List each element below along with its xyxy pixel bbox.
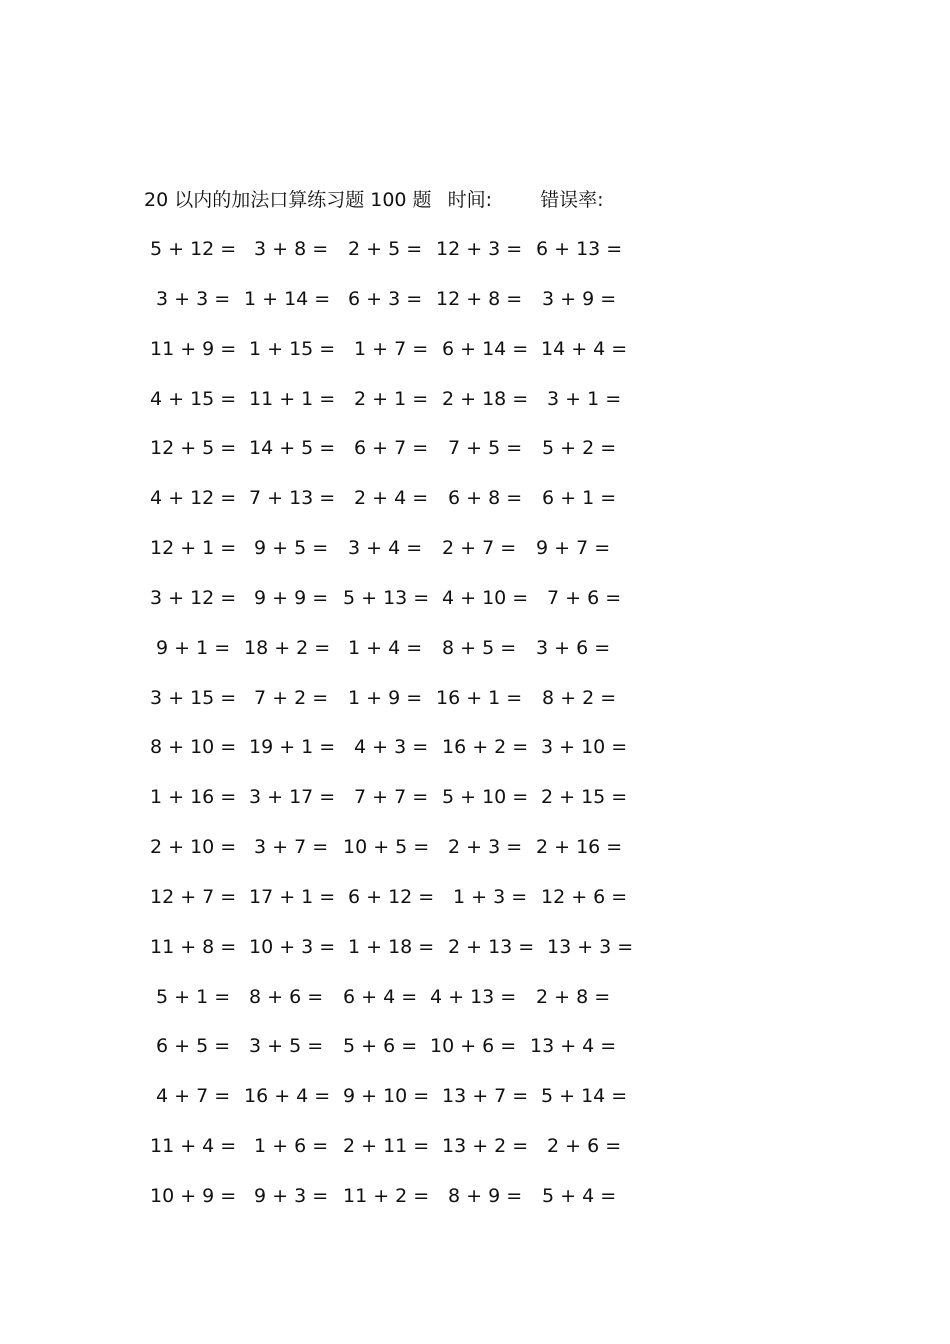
problem-item: 8 + 6 = [249, 985, 324, 1008]
problem-item: 1 + 16 = [150, 786, 237, 809]
problem-item: 10 + 6 = [430, 1035, 517, 1058]
problem-item: 1 + 9 = [348, 686, 423, 709]
problem-item: 12 + 6 = [541, 885, 628, 908]
problem-item: 13 + 2 = [442, 1135, 529, 1158]
problem-item: 3 + 3 = [156, 287, 231, 310]
problem-item: 2 + 10 = [150, 836, 237, 859]
problem-item: 7 + 7 = [354, 786, 429, 809]
problem-item: 13 + 7 = [442, 1085, 529, 1108]
problem-item: 9 + 3 = [254, 1184, 329, 1207]
problem-item: 2 + 8 = [536, 985, 611, 1008]
problem-item: 12 + 1 = [150, 537, 237, 560]
problem-item: 12 + 7 = [150, 885, 237, 908]
problem-item: 8 + 10 = [150, 736, 237, 759]
problem-item: 6 + 8 = [448, 487, 523, 510]
problem-item: 3 + 17 = [249, 786, 336, 809]
problem-item: 3 + 6 = [536, 636, 611, 659]
problem-item: 13 + 3 = [547, 935, 634, 958]
problem-item: 2 + 1 = [354, 387, 429, 410]
problem-item: 1 + 18 = [348, 935, 435, 958]
problem-item: 6 + 5 = [156, 1035, 231, 1058]
problem-item: 10 + 9 = [150, 1184, 237, 1207]
problem-item: 1 + 4 = [348, 636, 423, 659]
problem-item: 16 + 2 = [442, 736, 529, 759]
problem-item: 6 + 12 = [348, 885, 435, 908]
problem-item: 3 + 8 = [254, 238, 329, 260]
problem-item: 11 + 1 = [249, 387, 336, 410]
problem-item: 3 + 4 = [348, 537, 423, 560]
problem-item: 2 + 7 = [442, 537, 517, 560]
problem-item: 19 + 1 = [249, 736, 336, 759]
problem-item: 14 + 4 = [541, 337, 628, 360]
problem-item: 16 + 1 = [436, 686, 523, 709]
problem-item: 10 + 5 = [343, 836, 430, 859]
problem-item: 4 + 10 = [442, 586, 529, 609]
problem-item: 16 + 4 = [244, 1085, 331, 1108]
problem-item: 2 + 3 = [448, 836, 523, 859]
problem-item: 1 + 7 = [354, 337, 429, 360]
problem-item: 8 + 2 = [542, 686, 617, 709]
problem-item: 3 + 12 = [150, 586, 237, 609]
problem-item: 11 + 2 = [343, 1184, 430, 1207]
problem-item: 14 + 5 = [249, 437, 336, 460]
problem-item: 6 + 7 = [354, 437, 429, 460]
problem-item: 2 + 16 = [536, 836, 623, 859]
problem-item: 4 + 12 = [150, 487, 237, 510]
problem-item: 12 + 5 = [150, 437, 237, 460]
problem-item: 2 + 13 = [448, 935, 535, 958]
problem-item: 2 + 6 = [547, 1135, 622, 1158]
problem-item: 11 + 4 = [150, 1135, 237, 1158]
problem-item: 1 + 6 = [254, 1135, 329, 1158]
problem-item: 5 + 2 = [542, 437, 617, 460]
problem-item: 9 + 5 = [254, 537, 329, 560]
problem-item: 3 + 5 = [249, 1035, 324, 1058]
problem-item: 7 + 5 = [448, 437, 523, 460]
error-rate-label: 错误率: [540, 189, 604, 211]
problem-item: 13 + 4 = [530, 1035, 617, 1058]
problem-item: 3 + 10 = [541, 736, 628, 759]
problem-item: 6 + 3 = [348, 287, 423, 310]
problem-item: 1 + 15 = [249, 337, 336, 360]
problem-item: 6 + 4 = [343, 985, 418, 1008]
problem-item: 9 + 7 = [536, 537, 611, 560]
problem-item: 7 + 2 = [254, 686, 329, 709]
problem-item: 3 + 7 = [254, 836, 329, 859]
problem-item: 3 + 1 = [547, 387, 622, 410]
problem-item: 6 + 14 = [442, 337, 529, 360]
problem-item: 5 + 4 = [542, 1184, 617, 1207]
problem-item: 6 + 1 = [542, 487, 617, 510]
problem-item: 11 + 9 = [150, 337, 237, 360]
problem-item: 17 + 1 = [249, 885, 336, 908]
problem-item: 8 + 5 = [442, 636, 517, 659]
problem-item: 5 + 10 = [442, 786, 529, 809]
problem-item: 5 + 1 = [156, 985, 231, 1008]
problem-item: 5 + 14 = [541, 1085, 628, 1108]
problem-item: 7 + 6 = [547, 586, 622, 609]
problem-item: 3 + 15 = [150, 686, 237, 709]
problem-item: 2 + 15 = [541, 786, 628, 809]
problem-item: 8 + 9 = [448, 1184, 523, 1207]
problem-item: 12 + 3 = [436, 238, 523, 260]
problem-item: 4 + 7 = [156, 1085, 231, 1108]
problem-item: 2 + 11 = [343, 1135, 430, 1158]
problem-item: 10 + 3 = [249, 935, 336, 958]
problem-item: 12 + 8 = [436, 287, 523, 310]
problem-item: 9 + 9 = [254, 586, 329, 609]
problem-item: 1 + 3 = [453, 885, 528, 908]
problem-item: 7 + 13 = [249, 487, 336, 510]
problem-item: 6 + 13 = [536, 238, 623, 260]
time-label: 时间: [447, 189, 493, 211]
problem-item: 4 + 15 = [150, 387, 237, 410]
problem-item: 4 + 13 = [430, 985, 517, 1008]
problem-item: 2 + 4 = [354, 487, 429, 510]
problem-item: 2 + 18 = [442, 387, 529, 410]
problem-item: 5 + 6 = [343, 1035, 418, 1058]
problem-item: 1 + 14 = [244, 287, 331, 310]
problem-item: 9 + 1 = [156, 636, 231, 659]
problem-item: 18 + 2 = [244, 636, 331, 659]
problem-item: 3 + 9 = [542, 287, 617, 310]
worksheet-title: 20 以内的加法口算练习题 100 题 [144, 189, 432, 211]
problem-item: 9 + 10 = [343, 1085, 430, 1108]
problem-item: 2 + 5 = [348, 238, 423, 260]
problem-item: 5 + 12 = [150, 238, 237, 260]
problem-item: 5 + 13 = [343, 586, 430, 609]
problem-item: 11 + 8 = [150, 935, 237, 958]
problem-item: 4 + 3 = [354, 736, 429, 759]
